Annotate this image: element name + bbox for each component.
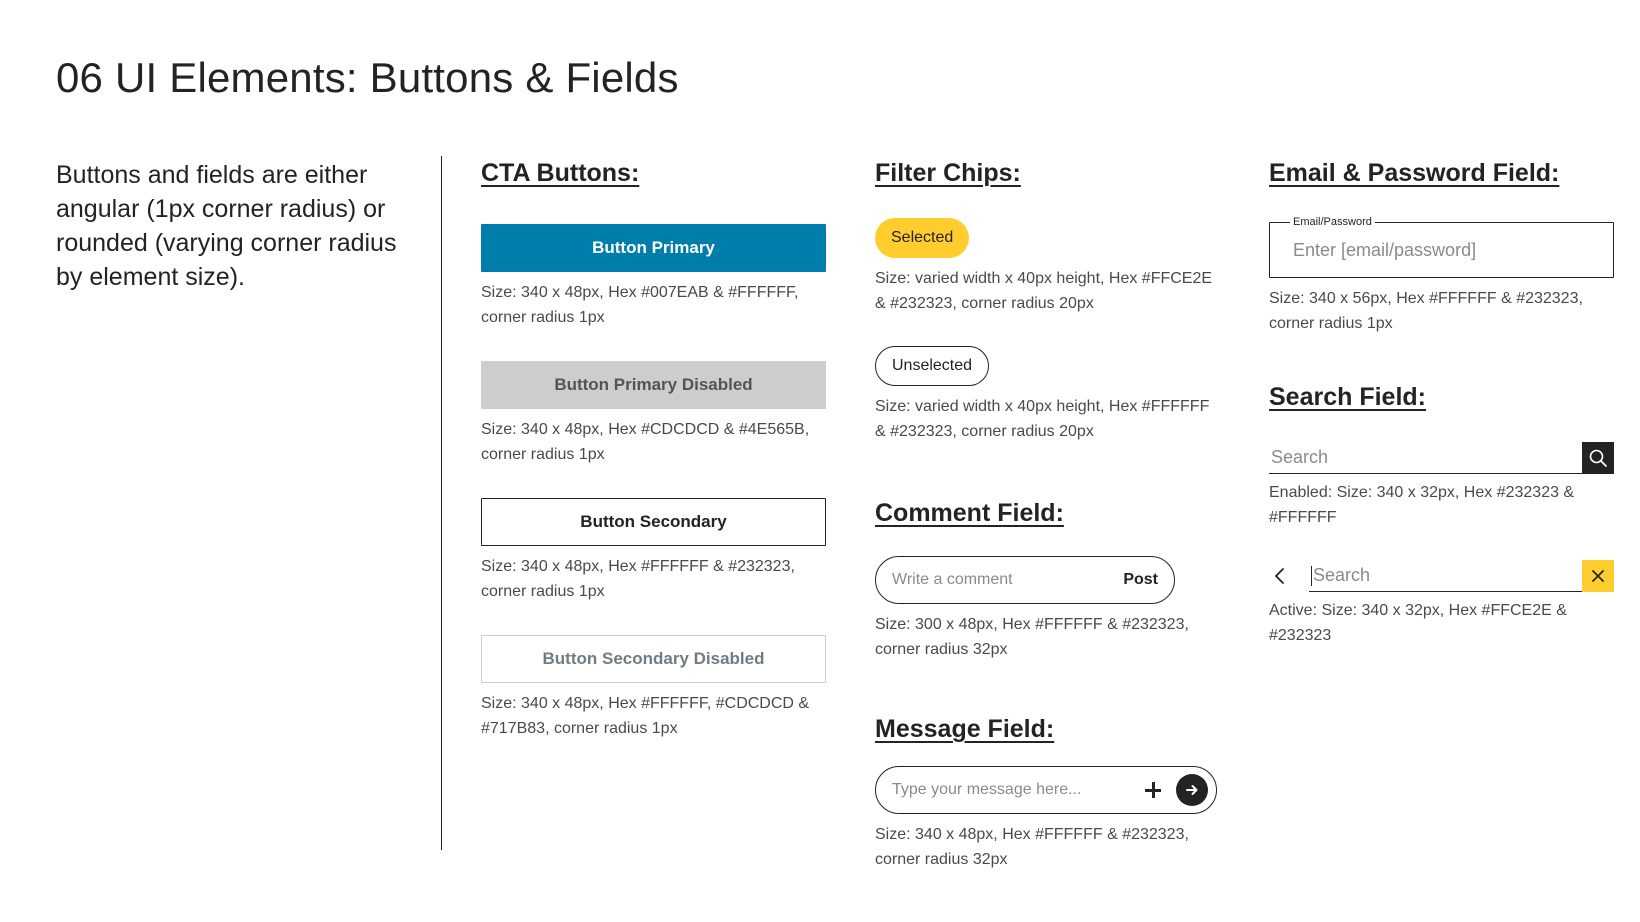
search-enabled-note: Enabled: Size: 340 x 32px, Hex #232323 & #FFFFFF: [1269, 484, 1575, 526]
comment-field[interactable]: [875, 556, 1175, 604]
chip-selected[interactable]: Selected: [875, 218, 969, 258]
button-secondary-note: Size: 340 x 48px, Hex #FFFFFF & #232323, corner radius 1px: [481, 558, 795, 600]
email-password-label: Email/Password: [1290, 216, 1375, 228]
search-placeholder-enabled: Search: [1271, 447, 1329, 467]
message-placeholder: Type your message here...: [892, 781, 1082, 798]
plus-icon[interactable]: [1144, 781, 1162, 799]
text-cursor: [1311, 566, 1312, 586]
close-icon: [1591, 569, 1605, 583]
email-search-section: [1269, 156, 1614, 648]
search-button[interactable]: [1582, 442, 1614, 474]
column-divider: [441, 156, 442, 850]
button-primary[interactable]: Button Primary: [481, 224, 826, 272]
filter-chips-title: Filter Chips:: [875, 159, 1021, 187]
intro-text: Buttons and fields are either angular (1px corner radius) or rounded (varying corner radius by element size).: [56, 161, 397, 291]
search-field-enabled[interactable]: [1269, 442, 1614, 474]
button-secondary-disabled-note: Size: 340 x 48px, Hex #FFFFFF, #CDCDCD & #717B83, corner radius 1px: [481, 695, 810, 737]
chips-and-fields-section: [875, 156, 1220, 872]
search-input-active[interactable]: [1309, 560, 1582, 592]
page-title: 06 UI Elements: Buttons & Fields: [56, 54, 679, 101]
send-button[interactable]: [1176, 774, 1208, 806]
search-field-title: Search Field:: [1269, 383, 1426, 411]
button-primary-note: Size: 340 x 48px, Hex #007EAB & #FFFFFF, corner radius 1px: [481, 284, 799, 326]
message-field-note: Size: 340 x 48px, Hex #FFFFFF & #232323, corner radius 32px: [875, 826, 1189, 868]
clear-button[interactable]: [1582, 560, 1614, 592]
cta-buttons-section: [481, 156, 826, 741]
comment-placeholder: Write a comment: [892, 571, 1013, 588]
search-placeholder-active: Search: [1313, 565, 1371, 585]
search-icon: [1588, 448, 1608, 468]
button-primary-disabled[interactable]: Button Primary Disabled: [481, 361, 826, 409]
chip-unselected-note: Size: varied width x 40px height, Hex #FFFFFF & #232323, corner radius 20px: [875, 398, 1210, 440]
button-primary-disabled-note: Size: 340 x 48px, Hex #CDCDCD & #4E565B, corner radius 1px: [481, 421, 810, 463]
search-input-enabled[interactable]: [1269, 442, 1582, 474]
email-password-title: Email & Password Field:: [1269, 159, 1560, 187]
message-field-title: Message Field:: [875, 715, 1055, 743]
arrow-right-icon: [1184, 782, 1200, 798]
post-button[interactable]: Post: [1123, 571, 1158, 588]
search-active-note: Active: Size: 340 x 32px, Hex #FFCE2E & #232323: [1269, 602, 1567, 644]
email-password-placeholder: Enter [email/password]: [1293, 239, 1477, 260]
comment-field-title: Comment Field:: [875, 499, 1064, 527]
chevron-left-icon: [1273, 567, 1287, 585]
chip-unselected[interactable]: Unselected: [875, 346, 989, 386]
button-secondary-disabled[interactable]: Button Secondary Disabled: [481, 635, 826, 683]
back-button[interactable]: [1269, 560, 1309, 592]
email-password-note: Size: 340 x 56px, Hex #FFFFFF & #232323, corner radius 1px: [1269, 290, 1583, 332]
search-field-active[interactable]: [1269, 560, 1614, 592]
cta-buttons-title: CTA Buttons:: [481, 159, 640, 187]
button-secondary[interactable]: Button Secondary: [481, 498, 826, 546]
email-password-field[interactable]: [1269, 216, 1614, 278]
message-field[interactable]: [875, 766, 1217, 814]
chip-selected-note: Size: varied width x 40px height, Hex #FFCE2E & #232323, corner radius 20px: [875, 270, 1213, 312]
comment-field-note: Size: 300 x 48px, Hex #FFFFFF & #232323, corner radius 32px: [875, 616, 1189, 658]
